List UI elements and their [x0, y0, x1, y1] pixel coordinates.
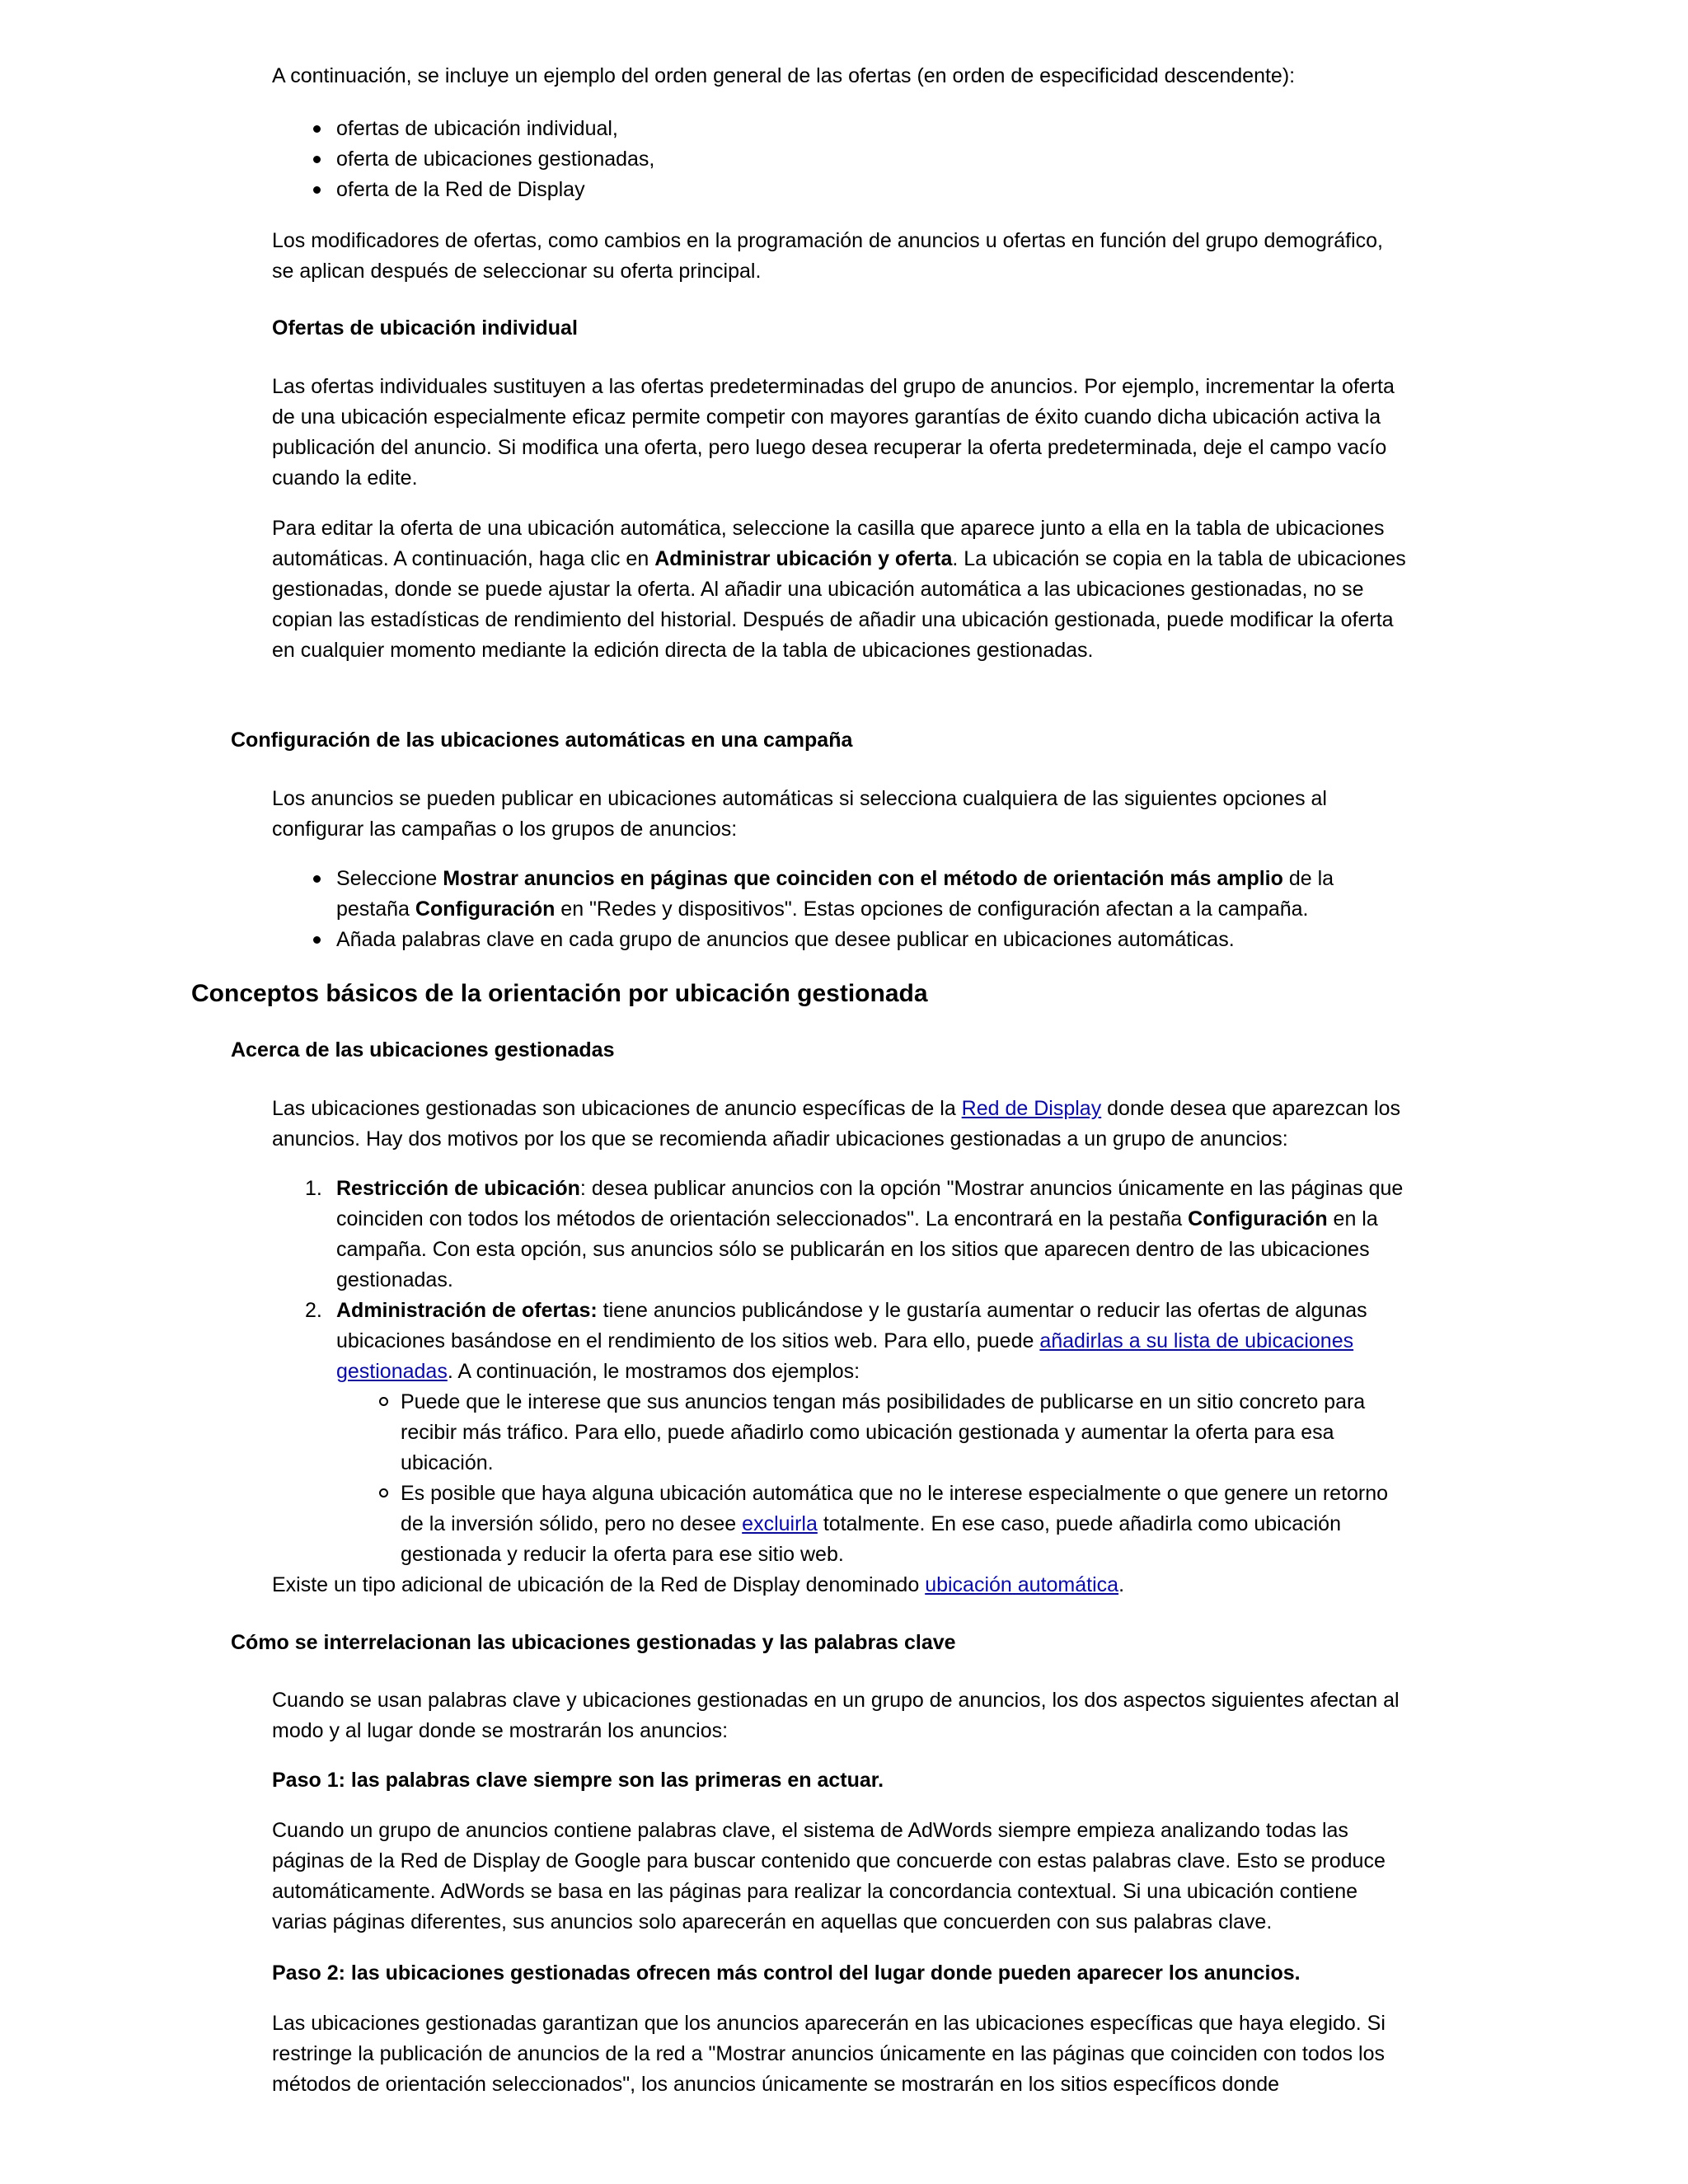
- modifiers-paragraph: Los modificadores de ofertas, como cambios en la programación de anuncios u ofertas en función del grupo demográfico, se aplican después de seleccionar su oferta principal.: [272, 229, 1383, 283]
- automatic-placement-link[interactable]: ubicación automática: [925, 1573, 1119, 1596]
- list-item: Puede que le interese que sus anuncios tengan más posibilidades de publicarse en un sitio concreto para recibir más tráfico. Para ello, puede añadirlo como ubicación gestionada y aumentar la oferta para esa ubicación.: [336, 1387, 1409, 1479]
- about-paragraph: Las ubicaciones gestionadas son ubicaciones de anuncio específicas de la Red de Display donde desea que aparezcan los anuncios. Hay dos motivos por los que se recomienda añadir ubicaciones gestionadas a un grupo de anuncios:: [272, 1097, 1400, 1151]
- list-item: 2. Administración de ofertas: tiene anuncios publicándose y le gustaría aumentar o reducir las ofertas de algunas ubicaciones basándose en el rendimiento de los sitios web. Para ello, puede añadirlas a su lista de ubicaciones gestionadas. A continuación, le mostramos dos ejemplos: Puede que le interese que sus anuncios tengan más posibilidades de publicarse en un sitio concreto para recibir más tráfico. Para ello, puede añadirlo como ubicación gestionada y aumentar la oferta para esa ubicación. Es posible que haya alguna ubicación automática que no le interese especialmente o que genere un retorno de la inversión sólido, pero no desee excluirla totalmente. En ese caso, puede añadirla como ubicación gestionada y reducir la oferta para ese sitio web.: [272, 1296, 1409, 1570]
- step1-heading: Paso 1: las palabras clave siempre son las primeras en actuar.: [272, 1769, 884, 1792]
- config-options-list: [272, 864, 1409, 955]
- list-item: Es posible que haya alguna ubicación automática que no le interese especialmente o que genere un retorno de la inversión sólido, pero no desee excluirla totalmente. En ese caso, puede añadirla como ubicación gestionada y reducir la oferta para ese sitio web.: [336, 1479, 1409, 1570]
- individual-bids-paragraph: Las ofertas individuales sustituyen a las ofertas predeterminadas del grupo de anuncios. Por ejemplo, incrementar la oferta de una ubicación especialmente eficaz permite competir con mayores garantías de éxito cuando dicha ubicación activa la publicación del anuncio. Si modifica una oferta, pero luego desea recuperar la oferta predeterminada, deje el campo vacío cuando la edite.: [272, 375, 1395, 490]
- config-heading: Configuración de las ubicaciones automáticas en una campaña: [231, 729, 853, 752]
- add-managed-placements-link[interactable]: añadirlas a su lista de ubicaciones gestionadas: [336, 1329, 1354, 1383]
- bid-order-list: [272, 114, 1409, 205]
- reasons-list: [272, 1174, 1409, 1570]
- list-item: Seleccione Mostrar anuncios en páginas que coinciden con el método de orientación más amplio de la pestaña Configuración en "Redes y dispositivos". Estas opciones de configuración afectan a la campaña.: [272, 864, 1409, 925]
- intro-order-text: A continuación, se incluye un ejemplo del orden general de las ofertas (en orden de especificidad descendente):: [272, 64, 1296, 87]
- extra-type-paragraph: Existe un tipo adicional de ubicación de la Red de Display denominado ubicación automática.: [272, 1573, 1125, 1596]
- list-item: oferta de la Red de Display: [272, 175, 1409, 205]
- examples-list: [336, 1387, 1409, 1570]
- list-item: Añada palabras clave en cada grupo de anuncios que desee publicar en ubicaciones automáticas.: [272, 925, 1409, 955]
- display-network-link[interactable]: Red de Display: [961, 1097, 1102, 1120]
- edit-bid-paragraph: Para editar la oferta de una ubicación automática, seleccione la casilla que aparece junto a ella en la tabla de ubicaciones automáticas. A continuación, haga clic en Administrar ubicación y oferta. La ubicación se copia en la tabla de ubicaciones gestionadas, donde se puede ajustar la oferta. Al añadir una ubicación automática a las ubicaciones gestionadas, no se copian las estadísticas de rendimiento del historial. Después de añadir una ubicación gestionada, puede modificar la oferta en cualquier momento mediante la edición directa de la tabla de ubicaciones gestionadas.: [272, 517, 1406, 662]
- exclude-link[interactable]: excluirla: [742, 1512, 818, 1535]
- step2-heading: Paso 2: las ubicaciones gestionadas ofrecen más control del lugar donde pueden aparecer los anuncios.: [272, 1961, 1301, 1985]
- manage-placement-bold: Administrar ubicación y oferta: [654, 547, 953, 570]
- step2-paragraph: Las ubicaciones gestionadas garantizan que los anuncios aparecerán en las ubicaciones específicas que haya elegido. Si restringe la publicación de anuncios de la red a "Mostrar anuncios únicamente en las páginas que coinciden con todos los métodos de orientación seleccionados", los anuncios únicamente se mostrarán en los sitios específicos donde: [272, 2012, 1386, 2096]
- individual-bids-heading: Ofertas de ubicación individual: [272, 316, 578, 340]
- list-item: 1. Restricción de ubicación: desea publicar anuncios con la opción "Mostrar anuncios únicamente en las páginas que coinciden con todos los métodos de orientación seleccionados". La encontrará en la pestaña Configuración en la campaña. Con esta opción, sus anuncios sólo se publicarán en los sitios que aparecen dentro de las ubicaciones gestionadas.: [305, 1177, 1404, 1291]
- about-heading: Acerca de las ubicaciones gestionadas: [231, 1038, 615, 1062]
- list-item: ofertas de ubicación individual,: [272, 114, 1409, 144]
- config-paragraph: Los anuncios se pueden publicar en ubicaciones automáticas si selecciona cualquiera de las siguientes opciones al configurar las campañas o los grupos de anuncios:: [272, 787, 1327, 841]
- list-item: oferta de ubicaciones gestionadas,: [272, 144, 1409, 175]
- relation-paragraph: Cuando se usan palabras clave y ubicaciones gestionadas en un grupo de anuncios, los dos aspectos siguientes afectan al modo y al lugar donde se mostrarán los anuncios:: [272, 1689, 1400, 1742]
- section-heading: Conceptos básicos de la orientación por ubicación gestionada: [191, 980, 928, 1007]
- step1-paragraph: Cuando un grupo de anuncios contiene palabras clave, el sistema de AdWords siempre empieza analizando todas las páginas de la Red de Display de Google para buscar contenido que concuerde con estas palabras clave. Esto se produce automáticamente. AdWords se basa en las páginas para realizar la concordancia contextual. Si una ubicación contiene varias páginas diferentes, sus anuncios solo aparecerán en aquellas que concuerden con sus palabras clave.: [272, 1819, 1386, 1933]
- relation-heading: Cómo se interrelacionan las ubicaciones gestionadas y las palabras clave: [231, 1631, 956, 1654]
